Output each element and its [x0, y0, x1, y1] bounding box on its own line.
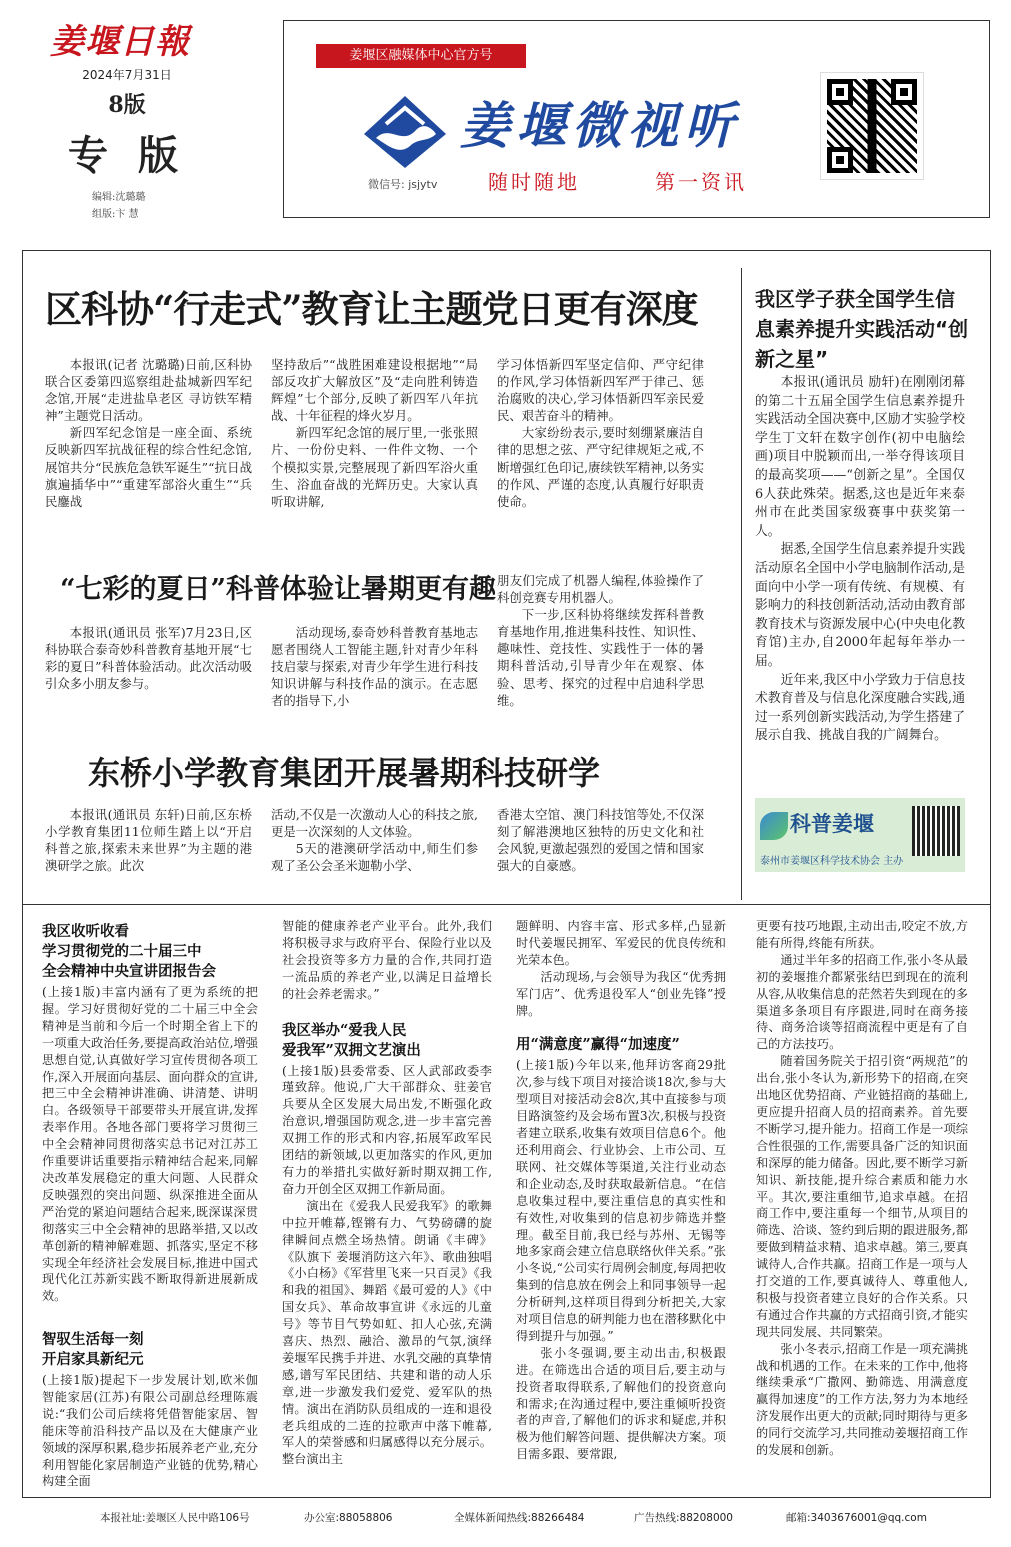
- story4-headline: 用“满意度”赢得“加速度”: [516, 1036, 680, 1054]
- story4-body-continued: 张小冬表示,招商工作是一项充满挑战和机遇的工作。在未来的工作中,他将继续秉承“广撒网、勤筛选、用满意度赢得加速度”的工作方法,努力为本地经济发展作出更大的贡献;同时期待与更多的同行交流学习,共同推动姜堰招商工作的发展和创新。: [756, 1341, 968, 1458]
- media-logo-icon: [362, 94, 448, 170]
- leaf-logo-icon: [760, 812, 788, 840]
- article2-paragraph: 朋友们完成了机器人编程,体验操作了科创竞赛专用机器人。: [497, 573, 704, 606]
- story3-body: (上接1版)县委常委、区人武部政委李瑾致辞。他说,广大干部群众、驻姜官兵要从全区发展大局出发,不断强化政治意识,增强国防观念,进一步丰富完善双拥工作的形式和内容,拓展军政军民团结的新领域,以更加落实的作风,更加有力的举措扎实做好新时期双拥工作,奋力开创全区双拥工作新局面。: [282, 1063, 492, 1196]
- story1-headline-line: 学习贯彻党的二十届三中: [42, 943, 202, 960]
- story3-body-continued: 活动现场,与会领导为我区“优秀拥军门店”、优秀退役军人“创业先锋”授牌。: [516, 969, 726, 1018]
- article3-headline: 东桥小学教育集团开展暑期科技研学: [88, 754, 601, 792]
- article2-paragraph: 活动现场,泰奇妙科普教育基地志愿者围绕人工智能主题,针对青少年科技启蒙与探索,对青少年学生进行科技知识讲解与科技作品的演示。在志愿者的指导下,小: [271, 625, 478, 709]
- page-number: 8版: [108, 92, 146, 118]
- footer: [22, 1506, 991, 1528]
- footer-ad-hotline: 广告热线:88208000: [634, 1512, 733, 1524]
- article4-paragraph: 据悉,全国学生信息素养提升实践活动原名全国中小学电脑制作活动,是面向中小学一项有传统、有规模、有影响力的科技创新活动,活动由教育部教育技术与资源发展中心(中央电化教育馆)主办,自2000年起每年举办一届。: [755, 542, 965, 669]
- story1-headline-line: 全会精神中央宣讲团报告会: [42, 963, 216, 980]
- story2-body: (上接1版)提起下一步发展计划,欧米伽智能家居(江苏)有限公司副总经理陈震说:“我们公司后续将凭借智能家居、智能床等前沿科技产品以及在大健康产业领域的深厚积累,稳步拓展养老产业,充分利用智能化家居制造产业链的优势,精心构建全面: [42, 1373, 258, 1489]
- footer-email: 邮箱:3403676001@qq.com: [786, 1512, 927, 1524]
- article1-headline: 区科协“行走式”教育让主题党日更有深度: [45, 287, 698, 331]
- story4-body: (上接1版)今年以来,他拜访客商29批次,参与线下项目对接洽谈18次,参与大型项目对接活动会8次,其中直接参与项目路演签约及会场布置3次,积极与投资者建立联系,收集有效项目信息6个。他还利用商会、行业协会、上市公司、互联网、社交媒体等渠道,关注行业动态和企业动态,及时获取最新信息。“在信息收集过程中,要注重信息的真实性和有效性,对收集到的信息初步筛选并整理。截至目前,我已经与苏州、无锡等地多家商会建立信息联络伙伴关系。”张小冬说,“公司实行周例会制度,每周把收集到的信息放在例会上和同事领导一起分析研判,这样项目得到分析把关,大家对项目信息的研判能力也在潜移默化中得到提升与加强。”: [516, 1058, 726, 1343]
- story2-headline-line: 开启家具新纪元: [42, 1351, 144, 1368]
- footer-office: 办公室:88058806: [304, 1512, 393, 1524]
- footer-news-hotline: 全媒体新闻热线:88266484: [454, 1512, 585, 1524]
- story3-body: 演出在《爱我人民爱我军》的歌舞中拉开帷幕,铿锵有力、气势磅礴的旋律瞬间点燃全场热情。朗诵《丰碑》《队旗下 姜堰消防这六年》、歌曲独唱《小白杨》《军营里飞来一只百灵》《我和我的祖国》、舞蹈《最可爱的人》《中国女兵》、革命故事宣讲《永远的儿童号》等节目气势如虹、扣人心弦,充满喜庆、热烈、融洽、激昂的气氛,演绎姜堰军民携手并进、水乳交融的真挚情感,谱写军民团结、共建和谐的动人乐章,进一步激发我们爱党、爱军队的热情。演出在消防队员组成的一连和退役老兵组成的二连的拉歌声中落下帷幕,军人的荣誉感和归属感得以充分展示。整台演出主: [282, 1198, 492, 1467]
- article1-paragraph: 新四军纪念馆的展厅里,一张张照片、一份份史料、一件件文物、一个个模拟实景,完整展现了新四军浴火重生、浴血奋战的光辉历史。大家认真听取讲解,: [271, 425, 478, 509]
- ad-title: 姜堰微视听: [460, 96, 740, 155]
- qr-code-icon: [820, 72, 924, 180]
- story2-headline-line: 智驭生活每一刻: [42, 1331, 144, 1348]
- article1-paragraph: 坚持敌后”“战胜困难建设根据地”“局部反攻扩大解放区”及“走向胜利铸造辉煌”七个部分,反映了新四军八年抗战、十年征程的烽火岁月。: [271, 357, 478, 424]
- story1-headline-line: 我区收听收看: [42, 923, 129, 940]
- article1-paragraph: 新四军纪念馆是一座全面、系统反映新四军抗战征程的综合性纪念馆,展馆共分“民族危急铁军诞生”“抗日战旗遍插华中”“重建军部浴火重生”“兵民鏖战: [45, 425, 252, 509]
- newspaper-logo: 姜堰日報: [50, 22, 190, 62]
- footer-address: 本报社址:姜堰区人民中路106号: [100, 1512, 250, 1524]
- editor-credit: 编辑:沈璐璐: [92, 192, 146, 203]
- article3-paragraph: 活动,不仅是一次激动人心的科技之旅,更是一次深刻的人文体验。: [271, 807, 478, 840]
- story3-headline-line: 我区举办“爱我人民: [282, 1021, 407, 1039]
- article3-paragraph: 香港太空馆、澳门科技馆等处,不仅深刻了解港澳地区独特的历史文化和社会风貌,更激起强烈的爱国之情和国家强大的自豪感。: [497, 807, 704, 874]
- section-title: 专 版: [68, 132, 186, 179]
- kepu-title: 科普姜堰: [790, 812, 874, 836]
- column-divider: [741, 268, 742, 900]
- story3-body-continued: 题鲜明、内容丰富、形式多样,凸显新时代姜堰民拥军、军爱民的优良传统和光荣本色。: [516, 919, 726, 967]
- qr-code-icon: [912, 806, 960, 856]
- layout-credit: 组版:卞 慧: [92, 209, 139, 220]
- article2-paragraph: 本报讯(通讯员 张军)7月23日,区科协联合泰奇妙科普教育基地开展“七彩的夏日”科普体验活动。此次活动吸引众多小朋友参与。: [45, 625, 252, 692]
- story4-body-continued: 通过半年多的招商工作,张小冬从最初的姜堰推介都紧张结巴到现在的流利从容,从收集信息的茫然若失到现在的多渠道多条项目有序跟进,同时在商务接待、商务洽谈等招商流程中更是有了自己的方法技巧。: [756, 952, 968, 1052]
- article3-paragraph: 5天的港澳研学活动中,师生们参观了圣公会圣米迦勒小学、: [271, 841, 478, 874]
- article3-paragraph: 本报讯(通讯员 东轩)日前,区东桥小学教育集团11位师生踏上以“开启科普之旅,探索未来世界”为主题的港澳研学之旅。此次: [45, 807, 252, 874]
- kepu-subtitle: 泰州市姜堰区科学技术协会 主办: [760, 856, 904, 867]
- story3-headline-line: 爱我军”双拥文艺演出: [282, 1041, 421, 1059]
- section-divider: [22, 904, 991, 905]
- ad-ribbon: 姜堰区融媒体中心官方号: [316, 44, 526, 68]
- article4-paragraph: 近年来,我区中小学致力于信息技术教育普及与信息化深度融合实践,通过一系列创新实践活动,为学生搭建了展示自我、挑战自我的广阔舞台。: [755, 672, 965, 744]
- story4-body-continued: 随着国务院关于招引资“两规范”的出台,张小冬认为,新形势下的招商,在突出地区优势招商、产业链招商的基础上,更应提升招商人员的招商素养。首先要不断学习,提升能力。招商工作是一项综合性很强的工作,需要具备广泛的知识面和深厚的能力储备。因此,要不断学习新知识、新技能,提升综合素质和能力水平。其次,要注重细节,追求卓越。在招商工作中,要注重每一个细节,从项目的筛选、洽谈、签约到后期的跟进服务,都要做到精益求精、追求卓越。第三,要真诚待人,合作共赢。招商工作是一项与人打交道的工作,要真诚待人、尊重他人,积极与投资者建立良好的合作关系。只有通过合作共赢的方式招商引资,才能实现共同发展、共同繁荣。: [756, 1054, 968, 1339]
- issue-date: 2024年7月31日: [82, 68, 172, 82]
- article2-paragraph: 下一步,区科协将继续发挥科普教育基地作用,推进集科技性、知识性、趣味性、竞技性、实践性于一体的暑期科普活动,引导青少年在观察、体验、思考、探究的过程中启迪科学思维。: [497, 607, 704, 708]
- article1-paragraph: 大家纷纷表示,要时刻绷紧廉洁自律的思想之弦、严守纪律规矩之戒,不断增强红色印记,赓续铁军精神,以务实的作风、严谨的态度,认真履行好职责使命。: [497, 425, 704, 509]
- ad-slogan-left: 随时随地: [488, 170, 580, 194]
- article1-paragraph: 学习体悟新四军坚定信仰、严守纪律的作风,学习体悟新四军严于律己、惩治腐败的决心,学习体悟新四军亲民爱民、艰苦奋斗的精神。: [497, 357, 704, 424]
- article4-paragraph: 本报讯(通讯员 励轩)在刚刚闭幕的第二十五届全国学生信息素养提升实践活动全国决赛中,区励才实验学校学生丁文轩在数字创作(初中电脑绘画)项目中脱颖而出,一举夺得该项目的最高奖项——“创新之星”。全国仅6人获此殊荣。据悉,这也是近年来泰州市在此类国家级赛事中获奖第一人。: [755, 375, 965, 539]
- story4-body: 张小冬强调,要主动出击,积极跟进。在筛选出合适的项目后,要主动与投资者取得联系,了解他们的投资意向和需求;在沟通过程中,要注重倾听投资者的声音,了解他们的诉求和疑虑,并积极为他们解答问题、提供解决方案。项目需多跟、要常跟,: [516, 1345, 726, 1462]
- story4-body-continued: 更要有技巧地跟,主动出击,咬定不放,方能有所得,终能有所获。: [756, 919, 968, 950]
- article2-headline: “七彩的夏日”科普体验让暑期更有趣: [60, 574, 497, 605]
- ad-wechat-id: 微信号: jsjytv: [368, 178, 438, 191]
- article1-paragraph: 本报讯(记者 沈璐璐)日前,区科协联合区委第四巡察组赴盐城新四军纪念馆,开展“走进盐阜老区 寻访铁军精神”主题党日活动。: [45, 357, 252, 424]
- ad-slogan-right: 第一资讯: [655, 170, 747, 194]
- story1-body: (上接1版)丰富内涵有了更为系统的把握。学习好贯彻好党的二十届三中全会精神是当前和今后一个时期全省上下的一项重大政治任务,要提高政治站位,增强思想自觉,认真做好学习宣传贯彻各项工作,深入开展面向基层、面向群众的宣讲,把三中全会精神讲准确、讲清楚、讲明白。各级领导干部要带头开展宣讲,发挥表率作用。各地各部门要将学习贯彻三中全会精神同贯彻落实总书记对江苏工作重要讲话重要指示精神结合起来,同解决改革发展稳定的重大问题、人民群众反映强烈的突出问题、纵深推进全面从严治党的紧迫问题结合起来,既深谋深贯彻落实三中全会精神的思路举措,又以改革创新的精神解难题、抓落实,坚定不移实现全年经济社会发展目标,推进中国式现代化江苏新实践不断取得新进展新成效。: [42, 985, 258, 1304]
- article4-headline: 我区学子获全国学生信息素养提升实践活动“创新之星”: [755, 287, 969, 371]
- story2-body-continued: 智能的健康养老产业平台。此外,我们将积极寻求与政府平台、保险行业以及社会投资等多方力量的合作,共同打造一流品质的养老产业,以满足日益增长的社会养老需求。”: [282, 919, 492, 1001]
